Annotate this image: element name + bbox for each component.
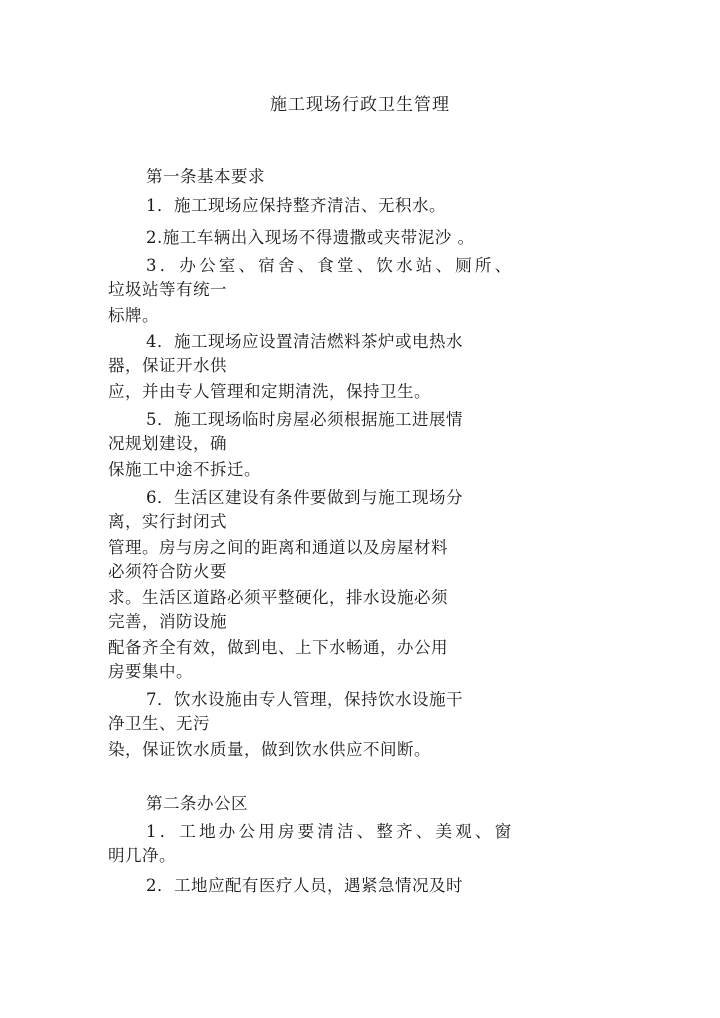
paragraph-line: 保施工中途不拆迁。 [108, 460, 261, 479]
paragraph-line: 明几净。 [108, 846, 176, 865]
paragraph-line: 房要集中。 [108, 662, 193, 681]
paragraph-line: 1．工地办公用房要清洁、整齐、美观、窗 [146, 822, 515, 841]
paragraph-line: 2．工地应配有医疗人员，遇紧急情况及时 [146, 876, 463, 895]
paragraph-line: 7．饮水设施由专人管理，保持饮水设施干 [146, 690, 463, 709]
paragraph-line: 离，实行封闭式 [108, 512, 227, 531]
section-heading-1: 第一条基本要求 [146, 167, 265, 186]
paragraph-line: 配备齐全有效，做到电、上下水畅通，办公用 [108, 638, 448, 657]
paragraph-line: 应，并由专人管理和定期清洗，保持卫生。 [108, 382, 431, 401]
paragraph-line: 4．施工现场应设置清洁燃料茶炉或电热水 [146, 332, 463, 351]
paragraph-line: 染，保证饮水质量，做到饮水供应不间断。 [108, 740, 431, 759]
paragraph-line: 3．办公室、宿舍、食堂、饮水站、厕所、 [146, 256, 515, 275]
paragraph-line: 6．生活区建设有条件要做到与施工现场分 [146, 488, 463, 507]
paragraph-line: 完善，消防设施 [108, 612, 227, 631]
paragraph-line: 标牌。 [108, 306, 159, 325]
paragraph-line: 况规划建设，确 [108, 434, 227, 453]
page-title: 施工现场行政卫生管理 [270, 95, 450, 115]
paragraph-line: 管理。房与房之间的距离和通道以及房屋材料 [108, 538, 448, 557]
paragraph-line: 必须符合防火要 [108, 562, 227, 581]
paragraph-line: 垃圾站等有统一 [108, 280, 227, 299]
paragraph-line: 求。生活区道路必须平整硬化，排水设施必须 [108, 588, 448, 607]
paragraph-line: 1．施工现场应保持整齐清洁、无积水。 [146, 196, 446, 215]
paragraph-line: 净卫生、无污 [108, 714, 210, 733]
paragraph-line: 器，保证开水供 [108, 356, 227, 375]
paragraph-line: 5．施工现场临时房屋必须根据施工进展情 [146, 410, 463, 429]
paragraph-line: 2.施工车辆出入现场不得遗撒或夹带泥沙 。 [146, 228, 475, 247]
section-heading-2: 第二条办公区 [146, 794, 248, 813]
